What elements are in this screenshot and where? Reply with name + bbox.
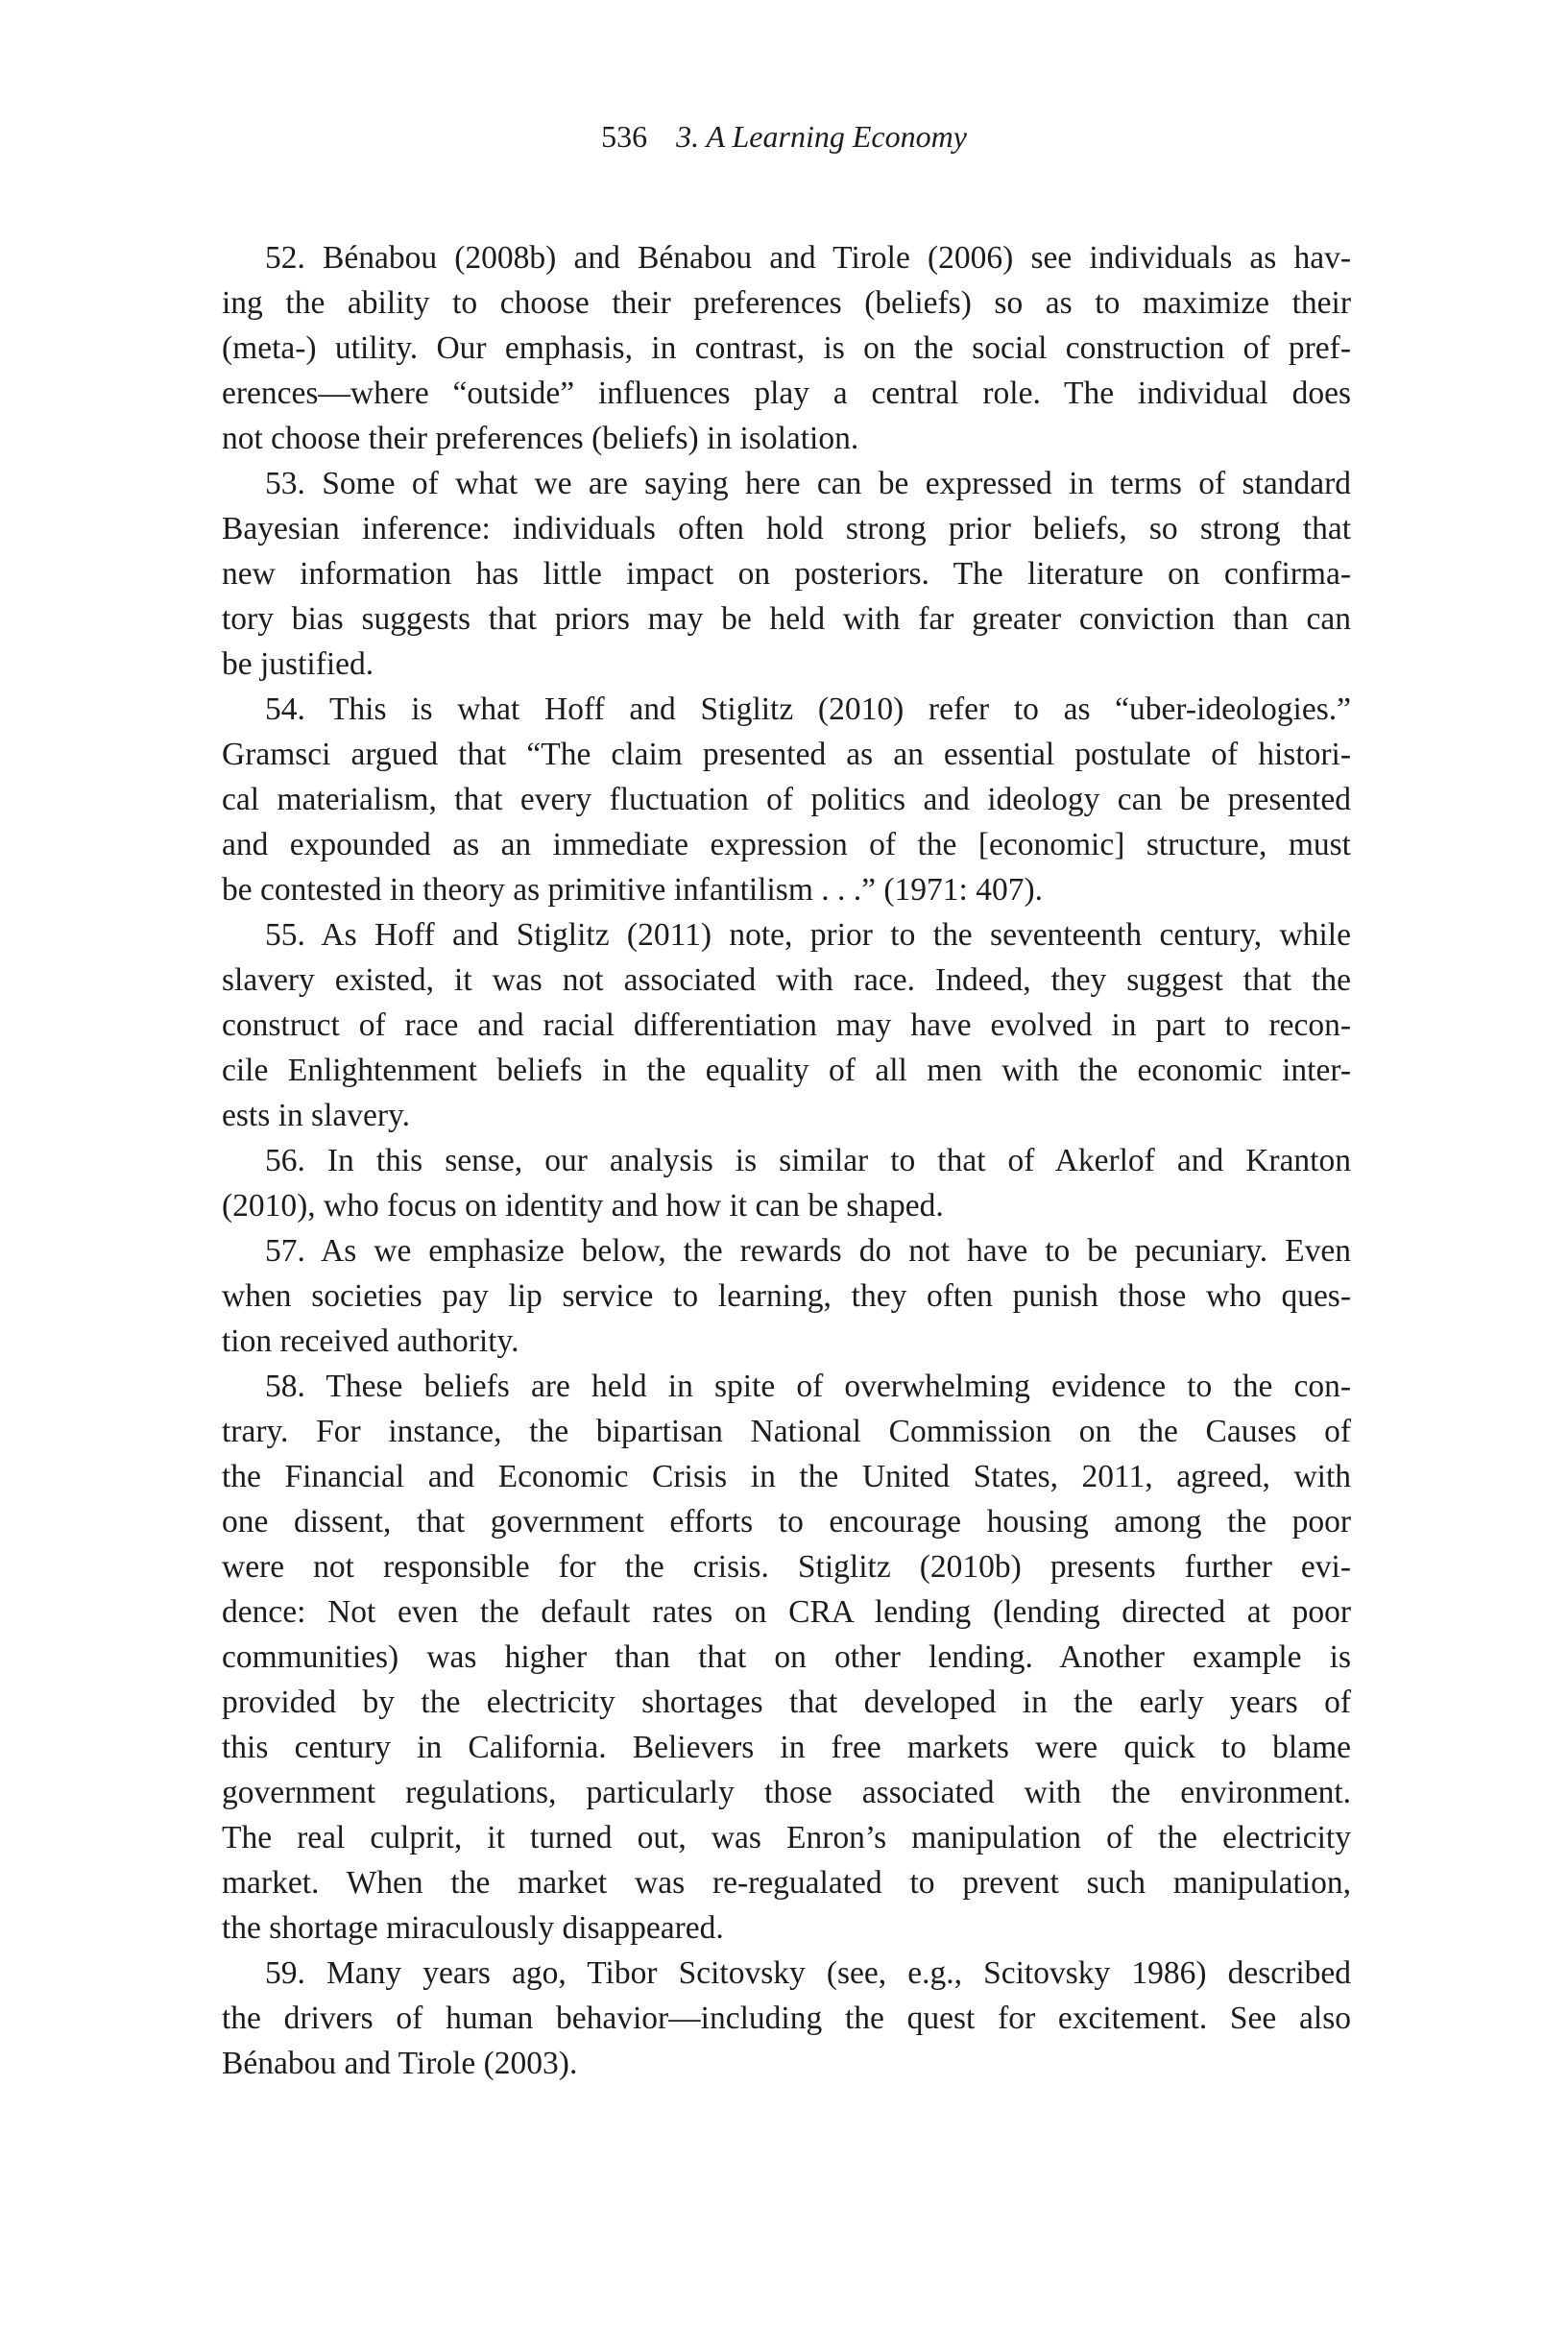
endnote-line: ing the ability to choose their preferences (beliefs) so as to maximize their: [222, 285, 1351, 321]
endnote-line: 58. These beliefs are held in spite of overwhelming evidence to the con-: [265, 1369, 1351, 1404]
endnote-line: cal materialism, that every fluctuation of politics and ideology can be presented: [222, 782, 1351, 817]
endnote-line: the Financial and Economic Crisis in the United States, 2011, agreed, with: [222, 1459, 1351, 1494]
endnote-line: slavery existed, it was not associated with race. Indeed, they suggest that the: [222, 962, 1351, 998]
endnote-line: trary. For instance, the bipartisan National Commission on the Causes of: [222, 1414, 1351, 1449]
endnote-53: [222, 461, 1351, 687]
endnote-line: 53. Some of what we are saying here can be expressed in terms of standard: [265, 466, 1351, 501]
endnote-line: communities) was higher than that on other lending. Another example is: [222, 1639, 1351, 1675]
endnote-line: erences—where “outside” influences play a central role. The individual does: [222, 376, 1351, 411]
endnote-line: dence: Not even the default rates on CRA lending (lending directed at poor: [222, 1594, 1351, 1630]
endnote-line: when societies pay lip service to learning, they often punish those who ques-: [222, 1278, 1351, 1314]
endnotes-body: [222, 235, 1351, 2086]
endnote-line: Bayesian inference: individuals often hold strong prior beliefs, so strong that: [222, 511, 1351, 546]
endnote-line: provided by the electricity shortages that developed in the early years of: [222, 1685, 1351, 1720]
endnote-line: were not responsible for the crisis. Stiglitz (2010b) presents further evi-: [222, 1549, 1351, 1585]
endnote-line: 55. As Hoff and Stiglitz (2011) note, prior to the seventeenth century, while: [265, 917, 1351, 953]
endnote-line: be justified.: [222, 646, 374, 682]
page-number: 536: [601, 119, 648, 154]
endnote-line: ests in slavery.: [222, 1098, 410, 1133]
endnote-line: 57. As we emphasize below, the rewards do not have to be pecuniary. Even: [265, 1233, 1351, 1269]
endnote-line: cile Enlightenment beliefs in the equality of all men with the economic inter-: [222, 1053, 1351, 1088]
endnote-56: [222, 1138, 1351, 1228]
endnote-line: (2010), who focus on identity and how it can be shaped.: [222, 1188, 944, 1224]
endnote-line: 54. This is what Hoff and Stiglitz (2010) refer to as “uber-ideologies.”: [265, 691, 1351, 727]
endnote-line: (meta-) utility. Our emphasis, in contrast, is on the social construction of pref-: [222, 330, 1351, 366]
endnote-line: The real culprit, it turned out, was Enron’s manipulation of the electricity: [222, 1820, 1351, 1855]
endnote-line: one dissent, that government efforts to encourage housing among the poor: [222, 1504, 1351, 1540]
endnote-line: this century in California. Believers in free markets were quick to blame: [222, 1730, 1351, 1765]
endnote-line: not choose their preferences (beliefs) in isolation.: [222, 421, 859, 456]
endnote-line: the drivers of human behavior—including the quest for excitement. See also: [222, 2000, 1351, 2036]
endnote-line: new information has little impact on posteriors. The literature on confirma-: [222, 556, 1351, 592]
endnote-line: the shortage miraculously disappeared.: [222, 1910, 724, 1946]
endnote-line: Bénabou and Tirole (2003).: [222, 2046, 578, 2081]
endnote-58: [222, 1364, 1351, 1951]
endnote-line: 52. Bénabou (2008b) and Bénabou and Tirole (2006) see individuals as hav-: [265, 240, 1351, 276]
endnote-54: [222, 687, 1351, 912]
endnote-55: [222, 912, 1351, 1138]
endnote-59: [222, 1951, 1351, 2086]
endnote-line: 56. In this sense, our analysis is similar to that of Akerlof and Kranton: [265, 1143, 1351, 1178]
chapter-title: 3. A Learning Economy: [676, 119, 967, 154]
endnote-line: government regulations, particularly those associated with the environment.: [222, 1775, 1351, 1810]
endnote-line: tory bias suggests that priors may be held with far greater conviction than can: [222, 601, 1351, 637]
endnote-line: 59. Many years ago, Tibor Scitovsky (see, e.g., Scitovsky 1986) described: [265, 1955, 1351, 1991]
endnote-line: tion received authority.: [222, 1323, 519, 1359]
endnote-line: Gramsci argued that “The claim presented as an essential postulate of histori-: [222, 737, 1351, 772]
endnote-line: construct of race and racial differentiation may have evolved in part to recon-: [222, 1007, 1351, 1043]
endnote-line: be contested in theory as primitive infantilism . . .” (1971: 407).: [222, 872, 1044, 908]
endnote-line: and expounded as an immediate expression of the [economic] structure, must: [222, 827, 1351, 862]
running-head: [0, 117, 1568, 156]
endnote-line: market. When the market was re-regualated to prevent such manipulation,: [222, 1865, 1351, 1901]
endnote-52: [222, 235, 1351, 461]
endnote-57: [222, 1228, 1351, 1364]
